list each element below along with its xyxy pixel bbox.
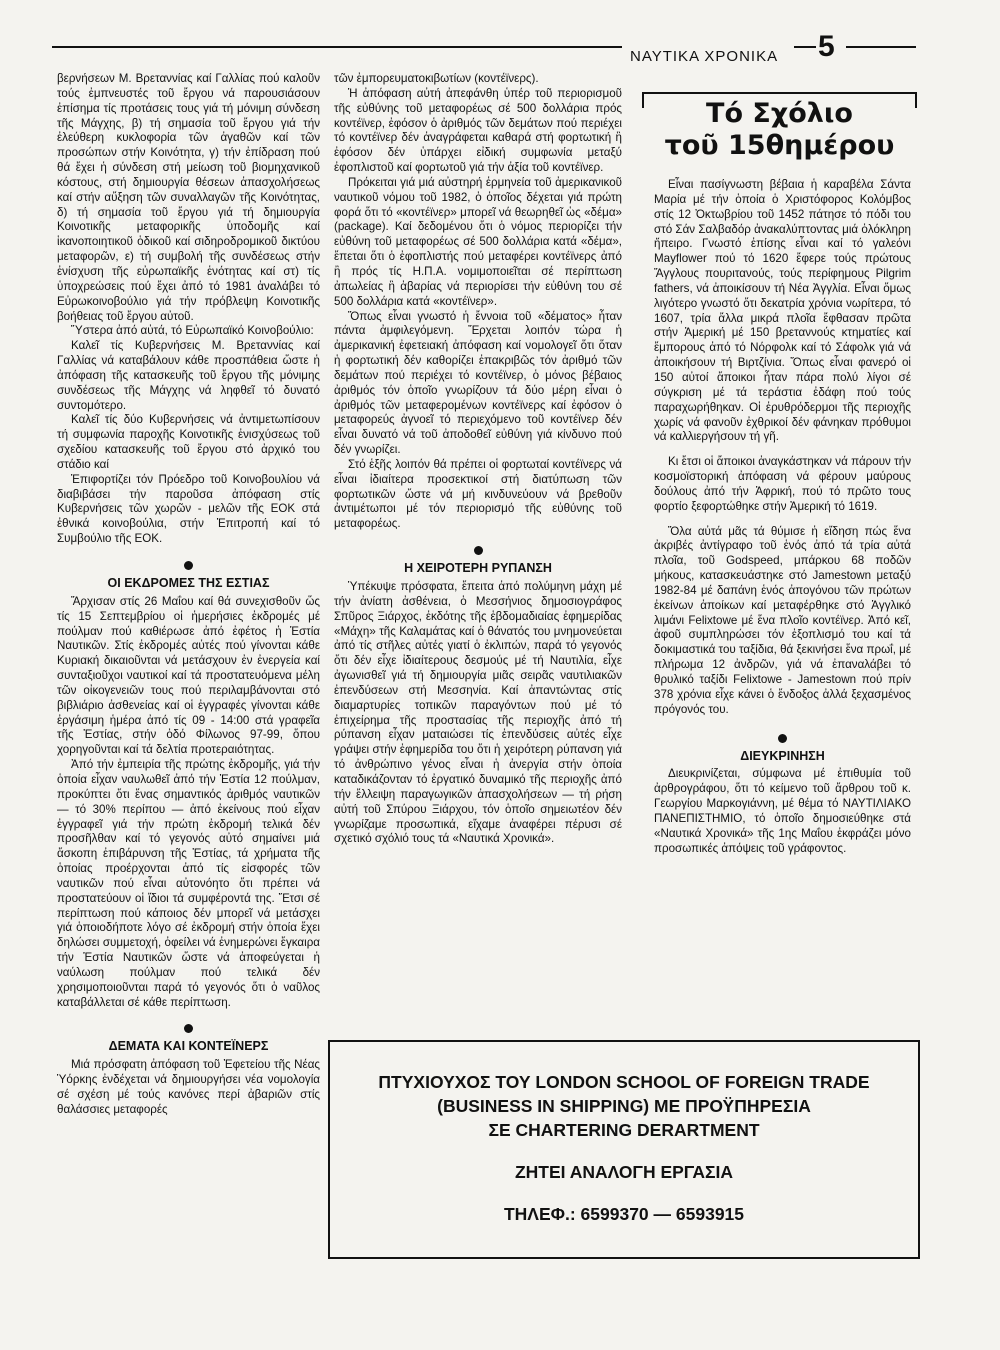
article-paragraph: Ἀπό τήν ἐμπειρία τῆς πρώτης ἐκδρομῆς, γιά τήν ὁποία εἶχαν ναυλωθεῖ ἀπό τήν Ἑστία 12 πούλμαν, προκύπτει ὅτι ἕνας σημαντικός ἀριθμός ναυτικῶν — τό 30% περίπου — ἀπό ἐκείνους πού εἶχαν ἐγγραφεῖ γιά τήν πρώτη ἐκδρομή τελικά δέν προσῆλθαν καί τό γεγονός αὐτό σημαίνει μιά ἄσκοπη ἐπιβάρυνση τῆς Ἑστίας, τά χρήματα τῆς ὁποίας προέρχονται ἀπό τίς εἰσφορές τῶν ναυτικῶν πού εἶναι αὐτονόητο ὅτι πρέπει νά προστατεύουν οἱ ἴδιοι τά συμφέροντά της. Ἔτσι σέ περίπτωση πού κάποιος δέν μπορεῖ νά μετάσχει γιά ὁποιοδήποτε λόγο σέ ἐκδρομή στήν ὁποία ἔχει δηλώσει συμμετοχή, ὀφείλει νά ἐνημερώνει ἔγκαιρα τήν Ἑστία Ναυτικῶν ὥστε νά ἀποφεύγεται ἡ ναύλωση πούλμαν πού τελικά δέν χρησιμοποιοῦνται παρά τό γεγονός ὅτι ὁ ναῦλος καταβάλλεται σέ κάθε περίπτωση. [57,758,320,1009]
article-paragraph: Καλεῖ τίς δύο Κυβερνήσεις νά ἀντιμετωπίσουν τή συμφωνία παροχῆς Κοινοτικῆς ἐνισχύσεως τοῦ σχεδίου κατασκευῆς τοῦ ἔργου στό ἀρχικό του στάδιο καί [57,413,320,471]
ad-line: ΣΕ CHARTERING DERARTMENT [488,1120,760,1140]
article-paragraph: τῶν ἐμπορευματοκιβωτίων (κοντέϊνερς). [334,72,539,85]
title-box-rule [642,92,917,94]
header-title: ΝΑΥΤΙΚΑ ΧΡΟΝΙΚΑ [630,48,779,65]
column-middle [334,72,622,847]
page-number: 5 [818,30,835,63]
ad-phone: ΤΗΛΕΦ.: 6599370 — 6593915 [503,1204,745,1224]
section-bullet [474,546,483,555]
editorial-subtitle: τοῦ 15θημέρου [664,130,895,161]
ad-line: ΖΗΤΕΙ ΑΝΑΛΟΓΗ ΕΡΓΑΣΙΑ [514,1162,734,1182]
section-bullet [184,561,193,570]
article-paragraph: Εἶναι πασίγνωστη βέβαια ἡ καραβέλα Σάντα Μαρία μέ τήν ὁποία ὁ Χριστόφορος Κολόμβος στίς 12 Ὀκτωβρίου τοῦ 1452 πάτησε τό πόδι του στό Σάν Σαλβαδόρ ἀνακαλύπτοντας μιά ὁλόκληρη ἤπειρο. Γνωστό ἐπίσης εἶναι καί τό γαλεόνι Mayflower πού τό 1620 ἔφερε τούς πρώτους Ἄγγλους πουριτανούς, τούς περίφημους Pilgrim fathers, νά ἀποικίσουν τή Νέα Ἀγγλία. Εἶναι ὅμως λιγότερο γνωστό ὅτι δεκατρία χρόνια νωρίτερα, τό 1607, τρία ἄλλα μικρά πλοῖα ἔφθασαν πρῶτα στήν Ἀμερική μέ 150 βρεταννούς κτηματίες καί ἔμπορους ἀπό τό Νόρφολκ καί τό Σάφολκ γιά νά ἀποικήσουν τή Βιρτζίνια. Ὅπως εἶναι φανερό οἱ 150 αὐτοί ἄποικοι ἦταν πάρα πολύ λίγοι σέ σύγκριση μέ τά τεράστια ἐδάφη πού τούς παραχωρήθηκαν. Οἱ ἐρυθρόδερμοι τῆς περιοχῆς χωρίς νά φανοῦν ἐχθρικοί δέν φάνηκαν πρόθυμοι νά καλλιεργήσουν τή γῆ. [654,178,911,444]
section-heading: Η ΧΕΙΡΟΤΕΡΗ ΡΥΠΑΝΣΗ [404,561,552,576]
article-paragraph: Ὅλα αὐτά μᾶς τά θύμισε ἡ εἴδηση πώς ἕνα ἀκριβές ἀντίγραφο τοῦ ἑνός ἀπό τά τρία αὐτά πλοῖα, τοῦ Godspeed, μπάρκου 68 ποδῶν μήκους, κατασκευάστηκε στό Jamestown μεταξύ 1982-84 μέ δαπάνη ἑνός ἀπογόνου τῶν πρώτων ἐκείνων ἀποίκων καί μεταφέρθηκε στό Ἀγγλικό λιμάνι Felixtowe μέ ἕνα πλοῖο κοντέϊνερ. Ἀπό κεῖ, ἀφοῦ συμπληρώσει τόν ἐξοπλισμό του καί τά δοκιμαστικά του ταξίδια, θά ξεκινήσει ἕνα πρωΐ, μέ πλήρωμα 12 ἀνδρῶν, γιά νά ἐπαναλάβει τό θρυλικό ταξίδι Felixtowe - Jamestown πού πρίν 378 χρόνια εἶχε κάνει ὁ ἔνδοξος ἀλλά ξεχασμένος πρόγονός του. [654,524,911,716]
ad-line: ΠΤΥΧΙΟΥΧΟΣ ΤΟΥ LONDON SCHOOL OF FOREIGN TRADE [378,1072,870,1092]
article-paragraph: Καλεῖ τίς Κυβερνήσεις Μ. Βρεταννίας καί Γαλλίας νά καταβάλουν κάθε προσπάθεια ὥστε ἡ ἀπόφαση τῆς κατασκευῆς τοῦ ἔργου τῆς μόνιμης συνδέσεως τῆς Μάγχης νά ληφθεῖ τό δυνατό συντομότερο. [57,339,320,412]
editorial-title-box [642,92,917,161]
editorial-title: Τό Σχόλιο [706,98,853,129]
article-paragraph: Πρόκειται γιά μιά αὐστηρή ἑρμηνεία τοῦ ἀμερικανικοῦ ναυτικοῦ νόμου τοῦ 1982, ὁ ὁποῖος δέχεται γιά πρώτη φορά ὅτι τό «κοντέϊνερ» μπορεῖ νά θεωρηθεῖ ὡς «δέμα» (package). Καί δεδομένου ὅτι ὁ νόμος περιορίζει τήν εὐθύνη τοῦ μεταφορέως σέ 500 δολλάρια κατά «δέμα», ἔπεται ὅτι ὁ ἐφοπλιστής πού μεταφέρει κοντέϊνερς ἀπό ἢ πρός τίς Η.Π.Α. νομιμοποιεῖται σέ περίπτωση ἀπωλείας ἢ ἀβαρίας νά περιορίσει τήν εὐθύνη του σέ 500 δολλάρια κατά «κοντέϊνερ». [334,175,622,308]
section-bullet [184,1024,193,1033]
article-paragraph: Διευκρινίζεται, σύμφωνα μέ ἐπιθυμία τοῦ ἀρθρογράφου, ὅτι τό κείμενο τοῦ ἄρθρου τοῦ κ. Γεωργίου Μαρκογιάννη, μέ θέμα τό ΝΑΥΤΙΛΙΑΚΟ ΠΑΝΕΠΙΣΤΗΜΙΟ, τό ὁποῖο δημοσιεύθηκε στά «Ναυτικά Χρονικά» τῆς 1ης Μαΐου ἐκφράζει μόνο προσωπικές ἀπόψεις τοῦ γράφοντος. [654,767,911,855]
article-paragraph: βερνήσεων Μ. Βρεταννίας καί Γαλλίας πού καλοῦν τούς ἐμπνευστές τοῦ ἔργου νά παρουσιάσουν ἐπίσημα τίς προτάσεις τους γιά τή μόνιμη σύνδεση τῆς Μάγχης, β) τή σημασία τοῦ ἔργου γιά τήν ἐλεύθερη κυκλοφορία τῶν ἀγαθῶν καί τῶν προσώπων στήν Κοινότητα, γ) τήν ἐπίδραση πού θά ἔχει ἡ σύνδεση στή μείωση τοῦ βιομηχανικοῦ κόστους, στή δημιουργία θέσεων ἀπασχολήσεως καί στήν αὔξηση τῶν συναλλαγῶν τῆς Κοινότητας, δ) τή σημασία τοῦ ἔργου γιά τή δημιουργία Κοινοτικῆς μεταφορικῆς ὑποδομῆς καί ἱκανοποιητικοῦ ὁδικοῦ καί σιδηροδρομικοῦ δικτύου μεταφορῶν, ε) τή συμβολή τῆς συνδέσεως στήν ἐνίσχυση τῆς εὐρωπαϊκῆς ἑνότητας καί στ) τίς ὑποχρεώσεις πού ἔχει ἀπό τό 1981 ἀναλάβει τό Εὐρωκοινοβούλιο γιά τήν πρόβλεψη Κοινοτικῆς βοήθειας τοῦ ἔργου αὐτοῦ. [57,72,320,323]
column-right [654,178,911,856]
article-paragraph: Ὅπως εἶναι γνωστό ἡ ἔννοια τοῦ «δέματος» ἦταν πάντα ἀμφιλεγόμενη. Ἔρχεται λοιπόν τώρα ἡ ἀμερικανική ἐφετειακή ἀπόφαση καί νομολογεῖ ὅτι ὅταν ἡ φορτωτική δέν καθορίζει ἐπακριβῶς τόν ἀριθμό τῶν δεμάτων πού περιέχει τό κοντέϊνερ, ὁ μόνος βέβαιος ἀριθμός τόν ὁποῖο γνωρίζουν τά δύο μέρη εἶναι ὁ ἀριθμός τῶν μεταφερομένων κοντέϊνερς καί ἐφόσον ὁ μεταφορεύς ἀγνοεῖ τό περιεχόμενο τοῦ κοντέϊνερ δέν εἶναι δυνατό νά τοῦ ἀποδοθεῖ εὐθύνη γιά κίνδυνο πού δέν γνωρίζει. [334,309,622,457]
section-heading: ΔΙΕΥΚΡΙΝΗΣΗ [740,748,825,763]
article-paragraph: Στό ἑξῆς λοιπόν θά πρέπει οἱ φορτωταί κοντέϊνερς νά εἶναι ἰδιαίτερα προσεκτικοί στή διατύπωση τῶν φορτωτικῶν ὥστε νά μή κινδυνεύουν νά βρεθοῦν ἀντιμέτωποι μέ τόν περιορισμό τῆς εὐθύνης τοῦ μεταφορέως. [334,457,622,531]
classified-ad [328,1040,920,1259]
section-heading: ΟΙ ΕΚΔΡΟΜΕΣ ΤΗΣ ΕΣΤΙΑΣ [107,576,270,590]
article-paragraph: Κι ἔτσι οἱ ἄποικοι ἀναγκάστηκαν νά πάρουν τήν κοσμοϊστορική ἀπόφαση νά φέρουν μαύρους δούλους ἀπό τήν Ἀφρική, πού τό πρῶτο τους φορτίο ξεφορτώθηκε στήν Ἀμερική τό 1619. [654,455,911,513]
article-paragraph: Ἐπιφορτίζει τόν Πρόεδρο τοῦ Κοινοβουλίου νά διαβιβάσει τήν παροῦσα ἀπόφαση στίς Κυβερνήσεις τῶν χωρῶν - μελῶν τῆς ΕΟΚ στά ἐθνικά κοινοβούλια, στήν Ἐπιτροπή καί τό Συμβούλιο τῆς ΕΟΚ. [57,472,320,546]
article-paragraph: Μιά πρόσφατη ἀπόφαση τοῦ Ἐφετείου τῆς Νέας Ὑόρκης ἐνδέχεται νά δημιουργήσει νέα νομολογία σέ σχέση μέ τούς κανόνες περί ἀβαριῶν στίς θαλάσσιες μεταφορές [57,1058,320,1116]
header-rule-left [52,46,622,48]
article-paragraph: Ἄρχισαν στίς 26 Μαΐου καί θά συνεχισθοῦν ὥς τίς 15 Σεπτεμβρίου οἱ ἡμερήσιες ἐκδρομές μέ πούλμαν πού καθιέρωσε ἀπό ἐφέτος ἡ Ἑστία Ναυτικῶν. Στίς ἐκδρομές αὐτές πού γίνονται κάθε Κυριακή δικαιοῦνται νά μετάσχουν ἐν ἐνεργεία καί συνταξιοῦχοι ναυτικοί καί τά προστατευόμενα μέλη τῶν οἰκογενειῶν τους πού περιλαμβάνονται στό βιβλιάριο ἀσθενείας καί οἱ ἐγγραφές γίνονται κάθε ἐργάσιμη ἡμέρα ἀπό τίς 09 - 14:00 στά γραφεῖα τῆς Ἑστίας, στήν ὁδό Φίλωνος 97-99, ὅπου χορηγοῦνται καί τά δελτία προτεραιότητας. [57,594,320,757]
article-paragraph: Ὕστερα ἀπό αὐτά, τό Εὐρωπαϊκό Κοινοβούλιο: [71,324,314,338]
column-left [57,72,320,1118]
header-rule-right [846,46,916,48]
ad-line: (BUSINESS IN SHIPPING) ΜΕ ΠΡΟΫΠΗΡΕΣΙΑ [437,1096,811,1116]
section-heading: ΔΕΜΑΤΑ ΚΑΙ ΚΟΝΤΕΪΝΕΡΣ [108,1039,269,1054]
article-paragraph: Ἡ ἀπόφαση αὐτή ἀπεφάνθη ὑπέρ τοῦ περιορισμοῦ τῆς εὐθύνης τοῦ μεταφορέως σέ 500 δολλάρια πρός κοντέϊνερ, ἐφόσον ὁ ἀριθμός τῶν δεμάτων πού περιέχει τό κοντέϊνερ δέν ἀναγράφεται καθαρά στή φορτωτική ἢ ἐφόσον δέν ὑπάρχει εἰδική συμφωνία μεταξύ ἐφοπλιστοῦ καί φορτωτοῦ γιά τήν ἀξία τοῦ κοντέϊνερ. [334,86,622,175]
article-paragraph: Ὑπέκυψε πρόσφατα, ἔπειτα ἀπό πολύμηνη μάχη μέ τήν ἀνίατη ἀσθένεια, ὁ Μεσσήνιος δημοσιογράφος Σπῦρος Ξιάρχος, ἐκδότης τῆς ἑβδομαδιαίας ἐφημερίδας «Μάχη» τῆς Καλαμάτας καί ὁ θάνατός του μνημονεύεται ἀπό τίς στῆλες αὐτές γιατί ὁ ἐκλιπών, παρά τό γεγονός ὅτι δέν εἶχε ἰδιαίτερους δεσμούς μέ τή Ναυτιλία, εἶχε ἀγωνισθεῖ γιά τή δημιουργία μιᾶς σειρᾶς ναυτιλιακῶν ἐπενδύσεων στή Μεσσηνία. Καί ἀπαντώντας στίς διαμαρτυρίες τοπικῶν παραγόντων πού μέ τό ἐπιχείρημα τῆς προστασίας τῆς περιοχῆς ἀπό τή ρύπανση εἶχαν ματαιώσει τίς ἐπενδύσεις αὐτές εἶχε γράψει στήν ἐφημερίδα του ὅτι ἡ χειρότερη ρύπανση γιά τό ἀνθρώπινο γένος εἶναι ἡ ἀνεργία στήν ὁποία καταδικάζονταν τό ἐργατικό δυναμικό τῆς περιοχῆς ἀπό τήν ἔλλειψη παραγωγικῶν ἀπασχολήσεων — τή ρήση αὐτή τοῦ Σπύρου Ξιάρχου, τόν ὁποῖο σημειωτέον δέν γνωρίζαμε προσωπικά, εἴχαμε ἀναφέρει πέρυσι σέ σχετικό σχόλιό τους τά «Ναυτικά Χρονικά». [334,580,622,846]
section-bullet [778,734,787,743]
header-rule-mid [794,46,816,48]
